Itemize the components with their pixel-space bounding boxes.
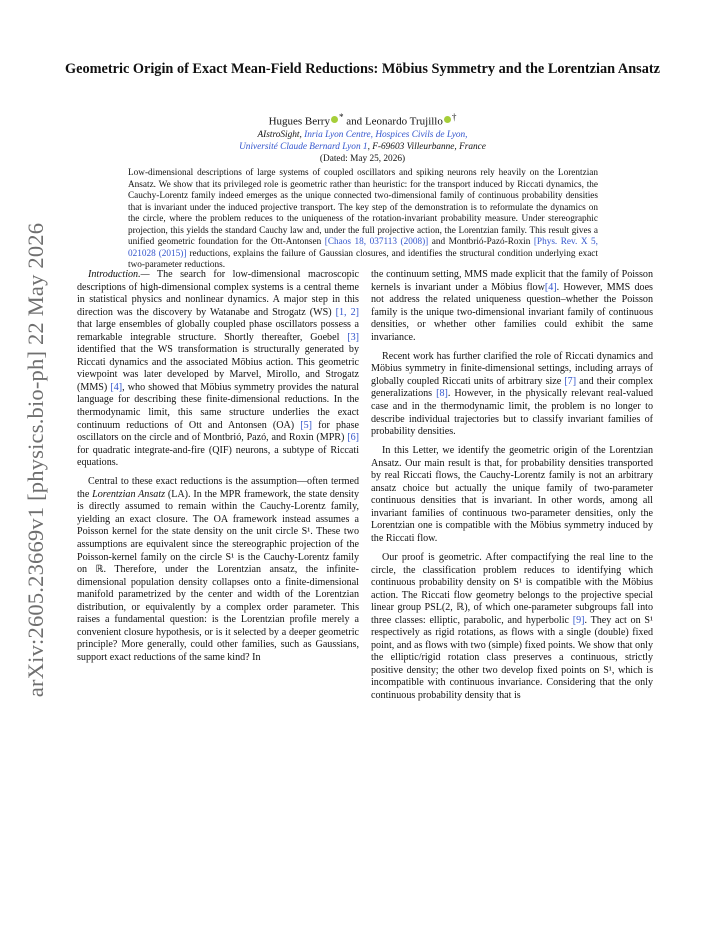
author-name-berry: Hugues Berry <box>268 115 330 128</box>
author-block <box>120 111 605 165</box>
affiliation-link-university[interactable]: Université Claude Bernard Lyon 1 <box>239 141 368 152</box>
paragraph-text: . However, in the physically relevant real-valued case and in the thermodynamic limit, the problem is no longer to describe individual trajectories but to classify invariant families of probability densities. <box>371 388 653 438</box>
citation-link[interactable]: [4] <box>544 281 557 293</box>
affiliation-org: AIstroSight, <box>257 129 305 140</box>
abstract-text-2: and Montbrió-Pazó-Roxin <box>428 237 534 248</box>
orcid-icon[interactable] <box>444 116 451 123</box>
abstract-text-3: reductions, explains the failure of Gaussian closures, and identifies the structural condition underlying exact two-parameter reductions. <box>128 248 598 271</box>
paragraph-text: Central to these exact reductions is the assumption—often termed the <box>77 476 359 500</box>
paragraph-text: , who showed that Möbius symmetry provides the natural language for describing these finite-dimensional reductions. In the thermodynamic limit, this same structure underlies the exact continuum reductions of Ott and Antonsen (OA) <box>77 381 360 431</box>
paragraph-main-result: In this Letter, we identify the geometric origin of the Lorentzian Ansatz. Our main result is that, for probability densities transported by real Riccati flows, the Cauchy-Lorentz family is not an arbitrary ansatz choice but actually the unique family of two-parameter continuous densities that is invariant. In other words, among all invariant families of continuous two-parameter densities, only the Lorentzian one is compatible with the Möbius symmetry induced by the Riccati flow. <box>371 445 653 544</box>
affiliation-link-inria[interactable]: Inria Lyon Centre, Hospices Civils de Lyon, <box>304 129 468 140</box>
paragraph-text: and their complex generalizations <box>371 375 653 400</box>
term-lorentzian-ansatz: Lorentzian Ansatz <box>92 488 166 500</box>
citation-link[interactable]: [3] <box>347 331 359 343</box>
abstract-text-1: Low-dimensional descriptions of large systems of coupled oscillators and spiking neurons rely heavily on the Lorentzian Ansatz. We show that its privileged role is geometric rather than heuristic: for the transport induced by Riccati dynamics, the Cauchy-Lorentz family indeed emerges as the unique connected two-dimensional family of continuous probability densities that is invariant under the induced projective transport. The key step of the demonstration is to reformulate the dynamics on the circle, where the problem reduces to the uniqueness of the rotation-invariant probability measure. Under stereographic projection, this yields the standard Cauchy law and, under the full projective action, the Lorentzian family. This result gives a unified geometric foundation for the Ott-Antonsen <box>128 168 598 248</box>
abstract <box>128 168 598 272</box>
author-mark-berry: * <box>338 112 344 122</box>
citation-link[interactable]: [9] <box>572 614 585 626</box>
paragraph-text: Our proof is geometric. After compactifying the real line to the circle, the classification problem reduces to identifying which continuous probability density on S¹ is compatible with the Möbius action. The Riccati flow geometry belongs to the projective special linear group PSL(2, ℝ), of which one-parameter subgroups fall into three classes: elliptic, parabolic, and hyperbolic <box>371 551 653 626</box>
paragraph-text: for quadratic integrate-and-fire (QIF) neurons, a subtype of Riccati equations. <box>77 444 359 469</box>
paragraph-continuum-setting <box>371 269 653 344</box>
citation-link[interactable]: [1, 2] <box>335 306 359 318</box>
citation-link[interactable]: [7] <box>564 375 577 387</box>
left-column <box>77 269 359 671</box>
paragraph-text: that large ensembles of globally coupled phase oscillators possess a remarkable integrable structure. Shortly thereafter, Goebel <box>77 319 359 343</box>
paragraph-recent-work <box>371 351 653 439</box>
date-line: (Dated: May 25, 2026) <box>319 153 406 164</box>
right-column <box>371 269 653 709</box>
citation-link[interactable]: [4] <box>110 381 123 393</box>
citation-link[interactable]: [6] <box>347 432 359 444</box>
citation-link[interactable]: [5] <box>300 419 313 431</box>
reference-link-mpr[interactable]: [Phys. Rev. X 5, 021028 (2015)] <box>128 237 598 259</box>
paragraph-text: identified that the WS transformation is structurally generated by Riccati dynamics and the associated Möbius action. This geometric viewpoint was later developed by Marvel, Mirollo, and Strogatz (MMS) <box>77 344 359 393</box>
arxiv-identifier-text: arXiv:2605.23669v1 [physics.bio-ph] 22 May 2026 <box>23 222 49 698</box>
paragraph-lorentzian-ansatz <box>77 476 359 664</box>
paragraph-text: . They act on S¹ respectively as rigid rotations, as flows with a single (double) fixed point, and as flows with two (simple) fixed points. We show that only the elliptic/rigid rotation class preserves a continuous, strictly positive density; the other two develop fixed points on S¹, which is incompatible with continuous invariance. Considering that the only continuous probability density that is <box>371 614 653 701</box>
citation-link[interactable]: [8] <box>436 388 448 400</box>
author-line <box>120 111 605 129</box>
author-name-trujillo: Leonardo Trujillo <box>364 115 443 128</box>
paragraph-proof-sketch <box>371 552 653 703</box>
arxiv-identifier-stamp <box>8 180 64 740</box>
orcid-icon[interactable] <box>331 116 338 123</box>
section-heading-introduction: Introduction.— <box>88 269 150 280</box>
reference-link-ott-antonsen[interactable]: [Chaos 18, 037113 (2008)] <box>324 237 429 248</box>
paragraph-text: the continuum setting, MMS made explicit that the family of Poisson kernels is invariant under a Möbius flow <box>371 269 653 293</box>
paragraph-text: . However, MMS does not address the related uniqueness question–whether the Poisson family is the unique two-dimensional invariant family of continuous densities, or whether other families could exhibit the same invariance. <box>371 281 653 343</box>
paper-title: Geometric Origin of Exact Mean-Field Reductions: Möbius Symmetry and the Lorentzian Ansatz <box>65 61 660 77</box>
paragraph-introduction <box>77 269 359 470</box>
author-conjunction: and <box>343 115 365 128</box>
author-mark-trujillo: † <box>451 112 457 122</box>
affiliation <box>120 129 605 153</box>
paragraph-text: (LA). In the MPR framework, the state density is directly assumed to remain within the Cauchy-Lorentz family, yielding an exact closure. The OA framework instead assumes a Poisson kernel for the state density on the unit circle S¹. These two assumptions are equivalent since the stereographic projection of the Poisson-kernel family on the circle S¹ is the Cauchy-Lorentz family on ℝ. Therefore, under the Lorentzian ansatz, the infinite-dimensional population density collapses onto a finite-dimensional manifold parametrized by the center and width of the Lorentzian distribution, or equivalently by a complex order parameter. This raises a fundamental question: is the Lorentzian profile merely a convenient closure hypothesis, or is it selected by a deeper geometric principle? More generally, could other families, such as Gaussians, support exact reductions of the same kind? In <box>77 488 359 663</box>
paragraph-text: Recent work has further clarified the role of Riccati dynamics and Möbius symmetry in finite-dimensional settings, including arrays of globally coupled Riccati units of arbitrary size <box>371 350 653 387</box>
paragraph-text: The search for low-dimensional macroscopic descriptions of high-dimensional complex systems is a central theme in statistical physics and nonlinear dynamics. A major step in this direction was the discovery by Watanabe and Strogatz (WS) <box>77 269 359 318</box>
affiliation-address: , F-69603 Villeurbanne, France <box>367 141 486 152</box>
paragraph-text: for phase oscillators on the circle and of Montbrió, Pazó, and Roxin (MPR) <box>77 419 359 444</box>
